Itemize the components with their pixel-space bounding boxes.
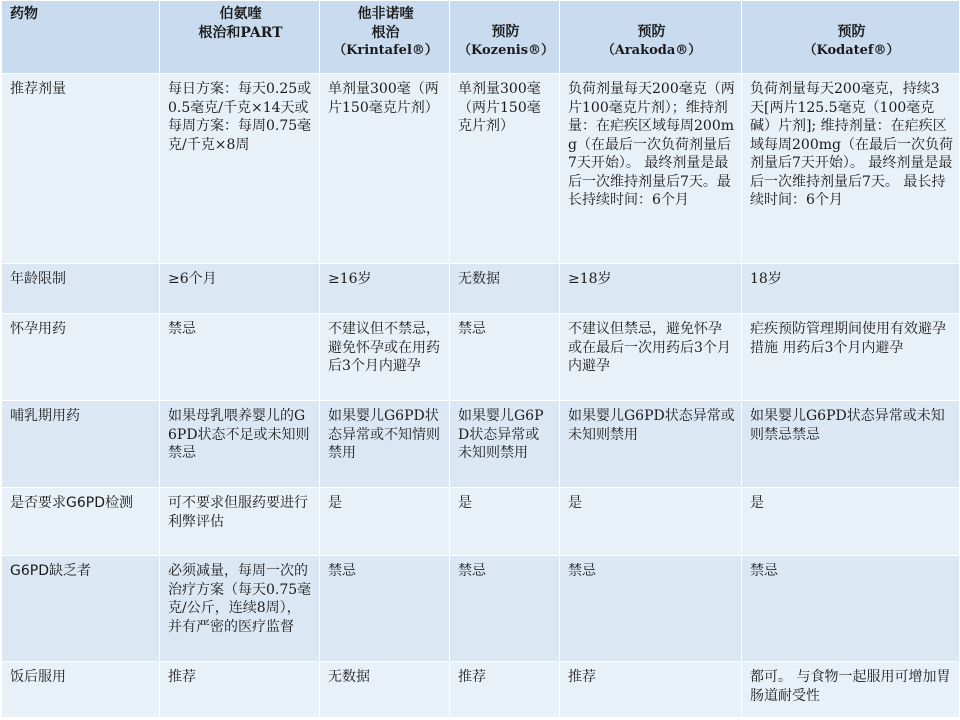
table-row: [2, 74, 960, 264]
table-cell: ≥16岁: [320, 264, 450, 314]
row-label: 哺乳期用药: [2, 401, 160, 488]
table-cell: 禁忌: [560, 556, 742, 662]
table-cell: 是: [450, 488, 560, 556]
row-label: 是否要求G6PD检测: [2, 488, 160, 556]
header-row: [2, 1, 960, 74]
table-row: [2, 488, 960, 556]
table-cell: 是: [560, 488, 742, 556]
header-kozenis: 预防 （Kozenis®）: [450, 1, 560, 74]
table-cell: 禁忌: [160, 314, 320, 401]
row-label: 饭后服用: [2, 662, 160, 718]
header-primaquine: 伯氨喹 根治和PART: [160, 1, 320, 74]
row-label: 怀孕用药: [2, 314, 160, 401]
table-cell: 不建议但禁忌，避免怀孕或在最后一次用药后3个月内避孕: [560, 314, 742, 401]
table-cell: 推荐: [560, 662, 742, 718]
table-row: [2, 401, 960, 488]
table-cell: 可不要求但服药要进行利弊评估: [160, 488, 320, 556]
table-cell: 如果婴儿G6PD状态异常或未知则禁用: [560, 401, 742, 488]
table-cell: 负荷剂量每天200毫克，持续3天[两片125.5毫克（100毫克碱）片剂]; 维持剂量：在疟疾区域每周200mg（在最后一次负荷剂量后7天开始）。 最终剂量是最后一次维持剂量后7天。 最长持续时间：6个月: [742, 74, 960, 264]
table-cell: 负荷剂量每天200毫克（两片100毫克片剂）；维持剂量：在疟疾区域每周200mg（在最后一次负荷剂量后7天开始）。 最终剂量是最后一次维持剂量后7天。最长持续时间：6个月: [560, 74, 742, 264]
table-cell: 无数据: [450, 264, 560, 314]
row-label: 推荐剂量: [2, 74, 160, 264]
header-tafenoquine-krintafel: 他非诺喹 根治 （Krintafel®）: [320, 1, 450, 74]
table-cell: 都可。 与食物一起服用可增加胃肠道耐受性: [742, 662, 960, 718]
table-cell: 如果母乳喂养婴儿的G6PD状态不足或未知则禁忌: [160, 401, 320, 488]
table-row: [2, 314, 960, 401]
table-cell: 推荐: [160, 662, 320, 718]
header-arakoda: 预防 （Arakoda®）: [560, 1, 742, 74]
table-cell: 禁忌: [450, 556, 560, 662]
table-cell: 疟疾预防管理期间使用有效避孕措施 用药后3个月内避孕: [742, 314, 960, 401]
table-cell: 如果婴儿G6PD状态异常或未知则禁用: [450, 401, 560, 488]
table-cell: 如果婴儿G6PD状态异常或不知情则禁用: [320, 401, 450, 488]
header-kodatef: 预防 （Kodatef®）: [742, 1, 960, 74]
header-drug: 药物: [2, 1, 160, 74]
table-cell: 单剂量300毫（两片150毫克片剂）: [320, 74, 450, 264]
table-cell: 是: [320, 488, 450, 556]
table-row: [2, 264, 960, 314]
row-label: 年龄限制: [2, 264, 160, 314]
table-cell: 如果婴儿G6PD状态异常或未知则禁忌禁忌: [742, 401, 960, 488]
table-cell: 每日方案：每天0.25或0.5毫克/千克×14天或每周方案：每周0.75毫克/千克×8周: [160, 74, 320, 264]
table-cell: ≥6个月: [160, 264, 320, 314]
table-row: [2, 662, 960, 718]
table-cell: 18岁: [742, 264, 960, 314]
table-cell: 禁忌: [742, 556, 960, 662]
table-cell: 不建议但不禁忌，避免怀孕或在用药后3个月内避孕: [320, 314, 450, 401]
table-cell: ≥18岁: [560, 264, 742, 314]
table-cell: 是: [742, 488, 960, 556]
table-row: [2, 556, 960, 662]
table-cell: 单剂量300毫（两片150毫克片剂）: [450, 74, 560, 264]
row-label: G6PD缺乏者: [2, 556, 160, 662]
table-cell: 推荐: [450, 662, 560, 718]
table-cell: 禁忌: [450, 314, 560, 401]
drug-comparison-table: [1, 0, 960, 718]
table-cell: 禁忌: [320, 556, 450, 662]
table-cell: 必须减量，每周一次的治疗方案（每天0.75毫克/公斤，连续8周），并有严密的医疗监督: [160, 556, 320, 662]
table-cell: 无数据: [320, 662, 450, 718]
